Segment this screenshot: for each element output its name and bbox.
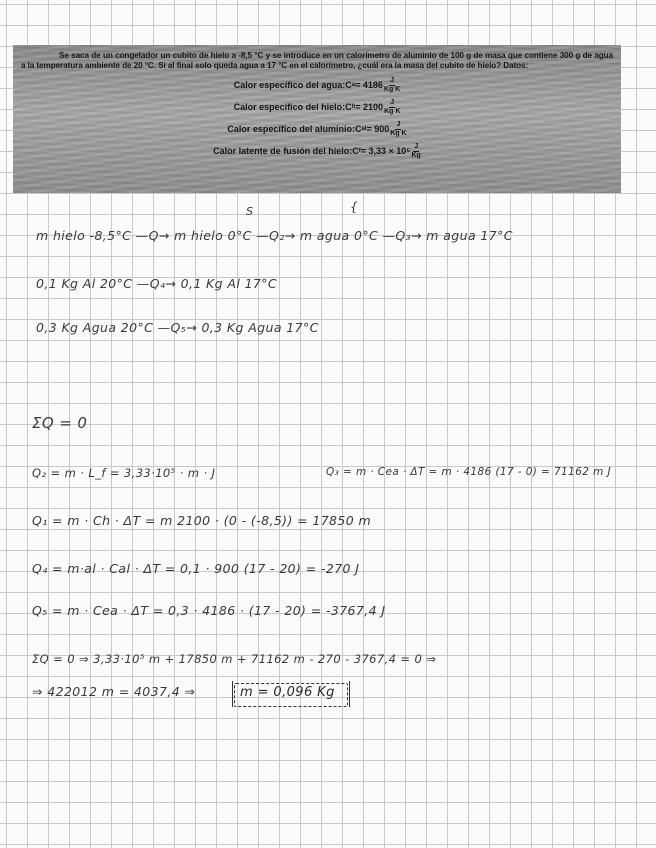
data-unit [384,99,400,116]
data-symbol: C [345,80,352,90]
data-unit-den: Kg [411,151,421,159]
data-value: = 4186 [355,80,383,90]
equation-q5: Q₅ = m · Cea · ΔT = 0,3 · 4186 · (17 - 20) = -3767,4 J [32,603,386,618]
data-unit [411,143,420,160]
data-value: = 900 [366,124,390,134]
data-value: = 3,33 × 10⁵ [360,146,411,156]
equation-simplified: ⇒ 422012 m = 4037,4 ⇒ [32,684,196,699]
step-label-l: { [350,200,359,214]
process-line-aluminium: 0,1 Kg Al 20°C —Q₄→ 0,1 Kg Al 17°C [36,276,278,291]
data-unit [384,77,400,94]
data-unit-num: J [414,142,419,150]
equation-sum: ΣQ = 0 ⇒ 3,33·10⁵ m + 17850 m + 71162 m - 270 - 3767,4 = 0 ⇒ [32,652,437,666]
data-row [21,99,613,115]
data-symbol: C [345,102,352,112]
data-row [21,77,613,93]
data-subscript: al [361,126,367,132]
data-unit-num: J [390,98,395,106]
final-answer: m = 0,096 Kg [240,685,335,700]
data-symbol: C [354,124,362,134]
data-unit-num: J [396,120,401,128]
data-unit-den: Kg K [390,129,407,137]
data-subscript: h [351,104,356,110]
equation-q3: Q₃ = m · Cea · ΔT = m · 4186 (17 - 0) = 71162 m J [326,466,611,478]
data-list [21,77,613,159]
data-label: Calor específico del agua: [233,80,346,90]
data-subscript: a [351,82,356,88]
data-value: = 2100 [355,102,384,112]
data-label: Calor latente de fusión del hielo: [213,146,353,156]
equation-q2: Q₂ = m · L_f = 3,33·10⁵ · m · J [32,466,216,480]
equation-q4: Q₄ = m·al · Cal · ΔT = 0,1 · 900 (17 - 20) = -270 J [32,561,360,576]
data-unit-den: Kg K [383,85,401,93]
problem-statement: Se saca de un congelador un cubito de hielo a -8,5 °C y se introduce en un calorímetro de aluminio de 100 g de masa que contiene 300 g de agua a la temperatura ambiente de 20 °C. Si al final solo queda agua a 17 °C en el calorímetro, ¿cuál era la masa del cubito de hielo? Datos: [21,51,613,70]
data-symbol: C [352,146,359,156]
problem-photo [13,45,621,193]
process-line-water: 0,3 Kg Agua 20°C —Q₅→ 0,3 Kg Agua 17°C [36,320,319,335]
data-label: Calor específico del aluminio: [227,124,355,134]
data-subscript: f [358,148,361,154]
data-unit [390,121,406,138]
step-label-s: S [246,205,254,218]
data-unit-num: J [390,76,395,84]
data-label: Calor específico del hielo: [233,102,346,112]
equation-q1: Q₁ = m · Ch · ΔT = m 2100 · (0 - (-8,5)) = 17850 m [32,513,372,528]
data-unit-den: Kg K [384,107,401,115]
energy-balance: ΣQ = 0 [32,414,88,432]
process-line-ice: m hielo -8,5°C —Q→ m hielo 0°C —Q₂→ m agua 0°C —Q₃→ m agua 17°C [36,228,513,243]
data-row [21,121,613,137]
data-row [21,143,613,159]
